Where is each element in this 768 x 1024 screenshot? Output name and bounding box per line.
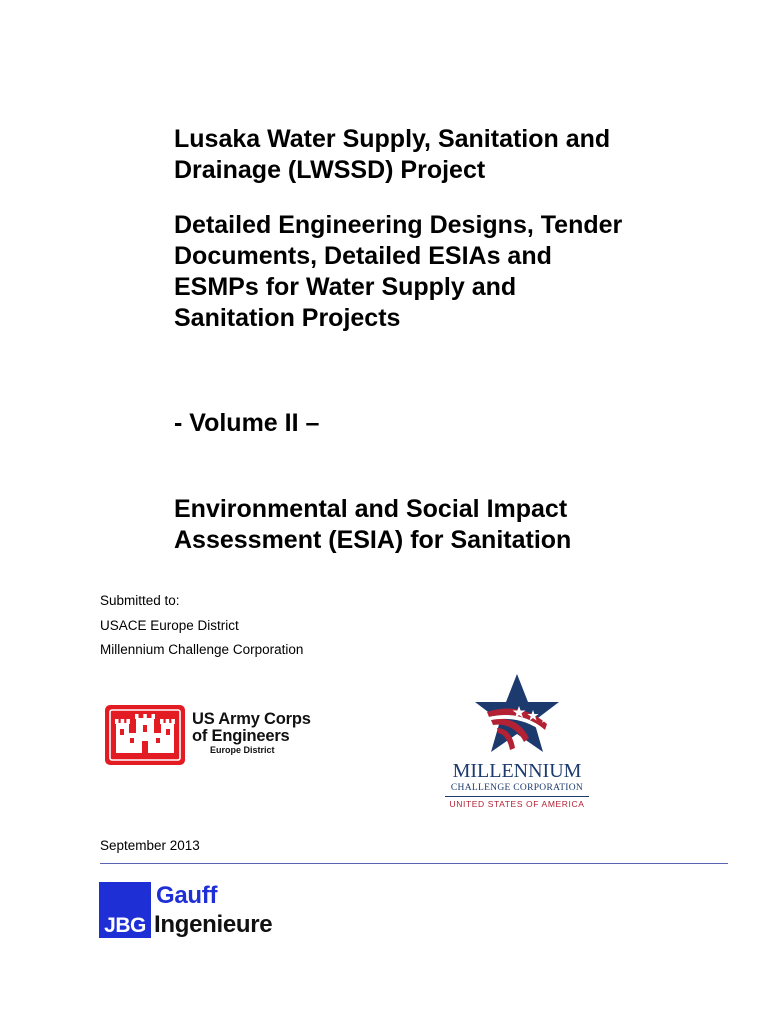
project-title (174, 124, 734, 186)
castle-icon (105, 705, 185, 765)
jbg-badge (99, 882, 151, 938)
mcc-name: MILLENNIUM (452, 760, 582, 782)
volume-label: - Volume II – (174, 409, 320, 437)
mcc-logo (437, 672, 597, 817)
mcc-country: UNITED STATES OF AMERICA (449, 799, 585, 809)
usace-wordmark (192, 711, 311, 756)
project-subtitle-line-3: ESMPs for Water Supply and (174, 273, 517, 301)
gauff-name: Gauff (156, 882, 218, 909)
publication-date: September 2013 (100, 838, 200, 853)
recipient-mcc: Millennium Challenge Corporation (100, 642, 304, 657)
gauff-logo (99, 882, 299, 942)
report-title-line-2: Assessment (ESIA) for Sanitation (174, 526, 572, 554)
usace-line-2: of Engineers (192, 727, 290, 745)
report-title-line-1: Environmental and Social Impact (174, 495, 568, 523)
project-subtitle (174, 210, 734, 334)
usace-line-1: US Army Corps (192, 710, 311, 728)
gauff-suffix: Ingenieure (154, 911, 273, 938)
submitted-block (100, 589, 303, 663)
mcc-divider (445, 796, 589, 797)
jbg-badge-text: JBG (104, 914, 146, 937)
usace-line-3: Europe District (210, 745, 275, 755)
report-title (174, 494, 734, 556)
submitted-label: Submitted to: (100, 593, 180, 608)
footer-divider (100, 863, 728, 864)
mcc-subtitle: CHALLENGE CORPORATION (450, 783, 584, 793)
usace-logo (105, 705, 345, 767)
project-title-line-1: Lusaka Water Supply, Sanitation and (174, 125, 611, 153)
star-icon (467, 672, 567, 756)
project-subtitle-line-4: Sanitation Projects (174, 304, 401, 332)
project-subtitle-line-2: Documents, Detailed ESIAs and (174, 242, 552, 270)
project-title-line-2: Drainage (LWSSD) Project (174, 156, 486, 184)
project-subtitle-line-1: Detailed Engineering Designs, Tender (174, 211, 623, 239)
recipient-usace: USACE Europe District (100, 617, 239, 633)
